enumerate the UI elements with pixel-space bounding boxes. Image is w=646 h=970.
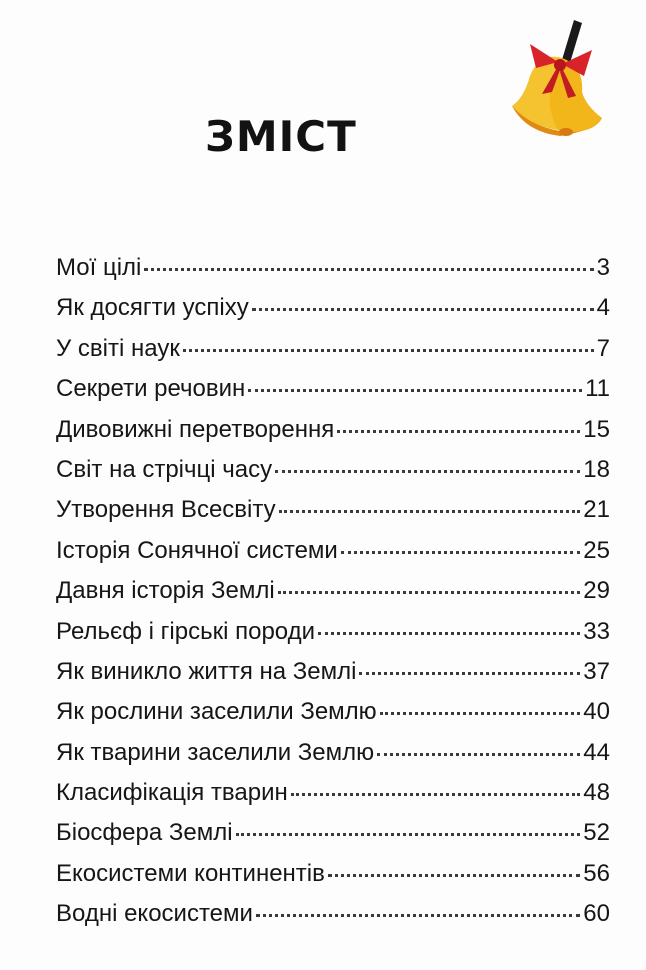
toc-entry: [56, 294, 610, 334]
toc-entry-page-number: 18: [583, 455, 610, 483]
toc-entry-title: Біосфера Землі: [56, 819, 233, 847]
toc-entry-page-number: 52: [583, 819, 610, 847]
toc-entry-page-number: 7: [596, 334, 610, 362]
dot-leader: [248, 389, 582, 392]
toc-entry-page-number: 33: [583, 617, 610, 645]
toc-entry-title: Давня історія Землі: [56, 577, 275, 605]
table-of-contents: [56, 254, 610, 941]
toc-entry: [56, 739, 610, 779]
toc-entry: [56, 698, 610, 738]
dot-leader: [256, 914, 580, 917]
toc-entry-page-number: 21: [583, 496, 610, 524]
toc-entry-title: Історія Сонячної системи: [56, 536, 338, 564]
dot-leader: [291, 793, 581, 796]
dot-leader: [275, 470, 580, 473]
toc-entry-page-number: 11: [585, 375, 610, 403]
toc-entry-title: Екосистеми континентів: [56, 859, 325, 887]
toc-entry: [56, 577, 610, 617]
toc-entry-title: Секрети речовин: [56, 375, 246, 403]
toc-entry-page-number: 60: [583, 900, 610, 928]
toc-entry-page-number: 4: [596, 294, 610, 322]
toc-entry-page-number: 37: [583, 657, 610, 685]
dot-leader: [236, 833, 581, 836]
toc-entry: [56, 779, 610, 819]
dot-leader: [144, 268, 593, 271]
toc-entry-title: Рельєф і гірські породи: [56, 617, 316, 645]
toc-entry: [56, 900, 610, 940]
dot-leader: [377, 753, 580, 756]
toc-entry: [56, 658, 610, 698]
toc-entry-page-number: 15: [583, 415, 610, 443]
toc-entry: [56, 456, 610, 496]
toc-entry-title: Дивовижні перетворення: [56, 415, 335, 443]
toc-entry-title: Як рослини заселили Землю: [56, 698, 377, 726]
toc-entry-page-number: 48: [583, 779, 610, 807]
bell-with-red-bow-icon: [500, 14, 610, 144]
dot-leader: [252, 308, 594, 311]
toc-entry: [56, 254, 610, 294]
toc-entry-page-number: 29: [583, 577, 610, 605]
toc-entry: [56, 375, 610, 415]
toc-entry-title: Утворення Всесвіту: [56, 496, 276, 524]
toc-entry: [56, 618, 610, 658]
toc-entry-title: У світі наук: [56, 334, 180, 362]
toc-entry: [56, 335, 610, 375]
toc-entry-title: Як тварини заселили Землю: [56, 738, 375, 766]
dot-leader: [328, 874, 580, 877]
toc-entry-title: Мої цілі: [56, 254, 142, 281]
toc-entry: [56, 496, 610, 536]
toc-entry: [56, 819, 610, 859]
toc-entry-title: Як досягти успіху: [56, 294, 249, 322]
toc-entry-title: Класифікація тварин: [56, 779, 288, 807]
page-title: ЗМІСТ: [205, 112, 357, 161]
toc-entry-page-number: 56: [583, 859, 610, 887]
toc-entry-title: Водні екосистеми: [56, 900, 253, 928]
toc-entry: [56, 537, 610, 577]
toc-entry-page-number: 25: [583, 536, 610, 564]
toc-entry: [56, 860, 610, 900]
toc-entry-page-number: 44: [583, 738, 610, 766]
dot-leader: [318, 632, 580, 635]
dot-leader: [359, 672, 580, 675]
toc-entry-title: Світ на стрічці часу: [56, 455, 273, 483]
dot-leader: [341, 551, 580, 554]
dot-leader: [183, 349, 594, 352]
toc-entry-page-number: 3: [596, 254, 610, 281]
toc-entry-title: Як виникло життя на Землі: [56, 657, 357, 685]
dot-leader: [279, 510, 581, 513]
toc-entry: [56, 416, 610, 456]
dot-leader: [380, 712, 581, 715]
dot-leader: [278, 591, 581, 594]
dot-leader: [337, 430, 580, 433]
toc-entry-page-number: 40: [583, 698, 610, 726]
